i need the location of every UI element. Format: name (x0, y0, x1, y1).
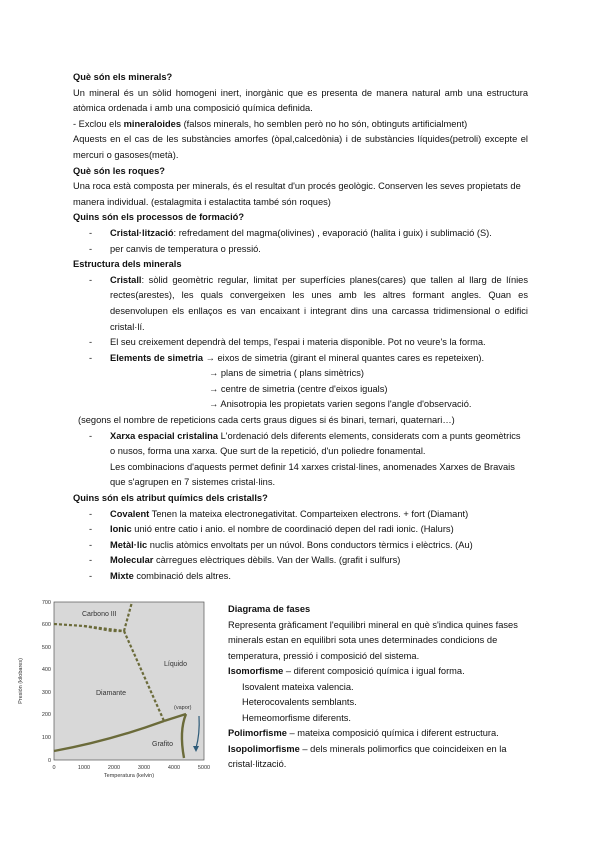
heading-diagrama: Diagrama de fases (228, 604, 311, 614)
list-item: - Ionic unió entre catio i anio. el nombre de coordinació depen del radi ionic. (Halurs) (89, 524, 454, 535)
paragraph: Aquests en el cas de les substàncies amorfes (òpal,calcedònia) i de substàncies líquides(petroli) excepte el mercuri o gasoses(metà). (73, 134, 528, 160)
xtick: 2000 (107, 765, 121, 771)
paragraph: Isopolimorfisme – dels minerals polimorfics que coincideixen en la cristal·lització. (228, 743, 507, 769)
heading-roques: Què són les roques? (73, 165, 165, 176)
list-item: - Mixte combinació dels altres. (89, 571, 231, 581)
ytick: 200 (41, 712, 51, 718)
sub-item: Isovalent mateixa valencia. (242, 681, 354, 692)
list-item: - Cristal·lització: refredament del magma(olivines) , evaporació (halita i guix) i sublimació (S). (89, 227, 492, 238)
list-item-cont: Les combinacions d'aquests permet definir 14 xarxes cristal·lines, anomenades Xarxes de Bravais que s'agrupen en 7 sistemes cristal·lins. (110, 461, 515, 488)
xtick: 0 (52, 765, 56, 771)
ytick: 100 (41, 735, 51, 741)
list-item: - Metàl·lic nuclis atòmics envoltats per un núvol. Bons conductors tèrmics i elèctrics. (Au) (89, 539, 473, 550)
label-carbono: Carbono III (82, 611, 117, 618)
x-axis-label: Temperatura (kelvin) (103, 773, 155, 779)
symmetry-line: → Anisotropia les propietats varien segons l'angle d'observació. (209, 399, 472, 410)
ytick: 0 (47, 758, 51, 764)
ytick: 500 (41, 645, 51, 651)
list-item: - Elements de simetria → eixos de simetria (girant el mineral quantes cares es repeteixen). (89, 352, 485, 363)
heading-estructura: Estructura dels minerals (73, 259, 182, 270)
label-vapor: (vapor) (174, 705, 192, 711)
heading-minerals: Què són els minerals? (73, 72, 173, 82)
paragraph: Isomorfisme – diferent composició química i igual forma. (228, 666, 465, 676)
paragraph: Una roca està composta per minerals, és el resultat d'un procés geològic. Conserven les seves propietats de manera individual. (estalagmita i estalactita també són roques) (73, 181, 521, 207)
heading-processos: Quins són els processos de formació? (73, 212, 245, 223)
phase-text (228, 602, 528, 773)
sub-item: Heterocovalents semblants. (242, 697, 357, 707)
paragraph: Polimorfisme – mateixa composició química i diferent estructura. (228, 728, 499, 738)
list-item: - El seu creixement dependrà del temps, l'espai i materia disponible. Pot no veure's la forma. (89, 337, 486, 348)
xtick: 5000 (197, 765, 211, 771)
list-item: - Cristall: sòlid geomètric regular, limitat per superfícies planes(cares) que tallen al llarg de línies rectes(arestes), les quals convergeixen les unes amb les altres formant angles. Quan es desenvolupen els enllaços es van encaixant i integrant dins una carcassa tridimensional o edifici cristal·lí. (89, 274, 528, 332)
ytick: 400 (41, 667, 51, 673)
y-axis-label: Presión (kilobares) (18, 658, 24, 704)
list-item: - per canvis de temperatura o pressió. (89, 243, 261, 254)
xtick: 4000 (167, 765, 181, 771)
sub-item: Hemeomorfisme diferents. (242, 712, 352, 723)
phase-diagram (14, 596, 219, 779)
paragraph: Un mineral és un sòlid homogeni inert, inorgànic que es presenta de manera natural amb una estructura atòmica ordenada i amb una composició química definida. (73, 87, 528, 114)
ytick: 600 (41, 622, 51, 628)
label-diamante: Diamante (96, 690, 126, 697)
list-item: - Xarxa espacial cristalina L'ordenació dels diferents elements, considerats com a punts geomètrics o nusos, forma una xarxa. Que surt de la repetició, d'un poliedre fonamental. (89, 430, 521, 457)
label-liquido: Líquido (164, 661, 187, 668)
ytick: 700 (41, 600, 51, 606)
label-grafito: Grafito (152, 741, 174, 748)
paragraph: - Exclou els mineraloides (falsos minerals, ho semblen però no ho són, obtinguts artificialment) (73, 118, 468, 129)
ytick: 300 (41, 690, 51, 696)
list-item: - Covalent Tenen la mateixa electronegativitat. Comparteixen electrons. + fort (Diamant) (89, 508, 469, 519)
paragraph: Representa gràficament l'equilibri mineral en què s'indica quines fases minerals estan en equilibri sota unes determinades condicions de temperatura, pressió i composició del sistema. (228, 619, 518, 661)
xtick: 1000 (77, 765, 91, 771)
symmetry-line: → centre de simetria (centre d'eixos iguals) (209, 383, 388, 394)
xtick: 3000 (137, 765, 151, 771)
note: (segons el nombre de repeticions cada certs graus digues si és binari, ternari, quaternari…) (78, 415, 455, 426)
list-item: - Molecular càrregues elèctriques dèbils. Van der Walls. (grafit i sulfurs) (89, 555, 401, 566)
heading-atributs: Quins són els atribut químics dels cristalls? (73, 493, 268, 504)
symmetry-line: → plans de simetria ( plans simètrics) (209, 368, 364, 379)
document-body (73, 70, 528, 585)
